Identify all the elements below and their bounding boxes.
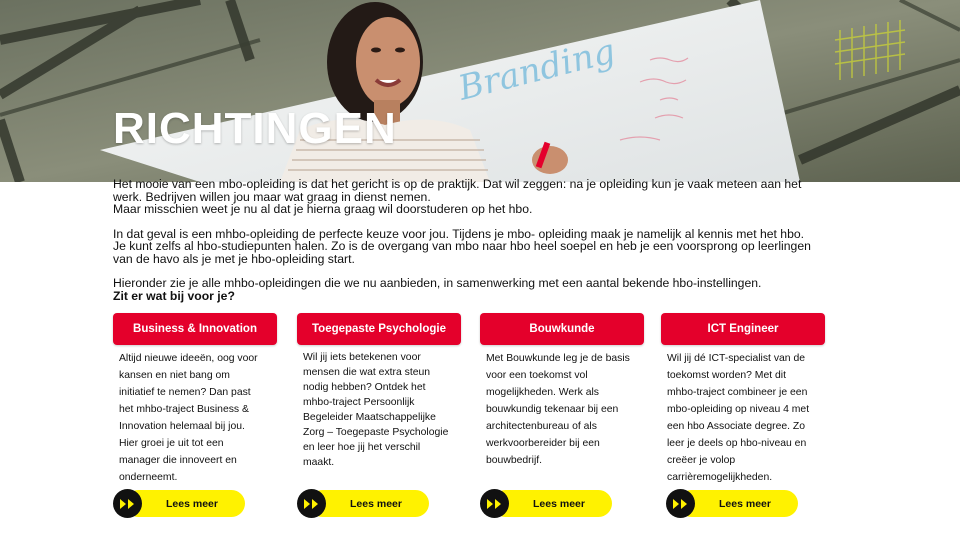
description-line: Innovation helemaal bij jou. [119,421,245,432]
description-line: toekomst worden? Met dit [667,370,786,381]
intro-text [113,178,813,314]
description-line: mhbo-traject Persoonlijk [303,397,415,408]
course-card-title[interactable]: Toegepaste Psychologie [297,313,461,345]
description-line: Met Bouwkunde leg je de basis [486,353,630,364]
description-line: carrièremogelijkheden. [667,472,773,483]
whiteboard-text: Branding [454,31,620,109]
description-line: kansen en niet bang om [119,370,230,381]
description-line: Wil jij iets betekenen voor [303,352,421,363]
description-line: architectenbureau of als [486,421,597,432]
intro-paragraph-2 [113,228,813,266]
description-line: mhbo-traject combineer je een [667,387,808,398]
description-line: Begeleider Maatschappelijke [303,412,436,423]
intro-line: Het mooie van een mbo-opleiding is dat het gericht is op de praktijk. Dat wil zeggen: na je opleiding kun je vaak meteen aan het [113,177,802,191]
course-card-title[interactable]: ICT Engineer [661,313,825,345]
lees-meer-label[interactable]: Lees meer [492,490,612,517]
course-card-bouwkunde [480,313,644,469]
course-card-ict-engineer [661,313,825,486]
lees-meer-label[interactable]: Lees meer [125,490,245,517]
description-line: maakt. [303,457,335,468]
description-line: voor een toekomst vol [486,370,588,381]
hero-banner [0,0,960,182]
double-chevron-right-icon[interactable] [297,489,326,518]
description-line: bouwbedrijf. [486,455,543,466]
description-line: mbo-opleiding op niveau 4 met [667,404,810,415]
lees-meer-label[interactable]: Lees meer [678,490,798,517]
double-chevron-right-icon[interactable] [480,489,509,518]
course-card-title[interactable]: Business & Innovation [113,313,277,345]
description-line: Hier groei je uit tot een [119,438,224,449]
course-card-description [113,350,277,486]
description-line: nodig hebben? Ontdek het [303,382,426,393]
description-line: werkvoorbereider bij een [486,438,600,449]
course-card-toegepaste-psychologie [297,313,461,470]
intro-line: In dat geval is een mhbo-opleiding de perfecte keuze voor jou. Tijdens je mbo- opleiding maak je namelijk al kennis met het hbo. [113,226,805,241]
course-card-title[interactable]: Bouwkunde [480,313,644,345]
intro-question: Zit er wat bij voor je? [113,288,235,303]
description-line: mogelijkheden. Werk als [486,387,600,398]
lees-meer-label[interactable]: Lees meer [309,490,429,517]
course-card-description [480,350,644,469]
double-chevron-right-icon[interactable] [113,489,142,518]
lees-meer-button-bouwkunde[interactable] [480,490,612,517]
description-line: manager die innoveert en [119,455,237,466]
intro-line: Je kunt zelfs al hbo-studiepunten halen. Zo is de overgang van mbo naar hbo heel soepel en heb je een voorsprong op leerlingen [113,239,811,253]
description-line: Wil jij dé ICT-specialist van de [667,353,806,364]
hero-photo [0,0,960,182]
description-line: bouwkundig tekenaar bij een [486,404,619,415]
intro-paragraph-3 [113,277,813,302]
description-line: onderneemt. [119,472,178,483]
description-line: en leer hoe jij het verschil [303,442,421,453]
description-line: Altijd nieuwe ideeën, oog voor [119,353,258,364]
course-card-description [297,350,461,470]
description-line: mensen die wat extra steun [303,367,431,378]
description-line: het mhbo-traject Business & [119,404,249,415]
course-card-description [661,350,825,486]
description-line: Zorg – Toegepaste Psychologie [303,427,449,438]
lees-meer-button-toegepaste-psychologie[interactable] [297,490,429,517]
description-line: initiatief te nemen? Dan past [119,387,251,398]
description-line: leer je deels op hbo-niveau en [667,438,807,449]
intro-line: Maar misschien weet je nu al dat je hierna graag wil doorstuderen op het hbo. [113,202,533,216]
intro-line: werk. Bedrijven willen jou maar wat graag in dienst nemen. [113,189,431,204]
intro-line: van de havo als je met je hbo-opleiding start. [113,251,355,266]
lees-meer-button-business-innovation[interactable] [113,490,245,517]
description-line: creëer je volop [667,455,736,466]
description-line: een hbo Associate degree. Zo [667,421,806,432]
page-title: RICHTINGEN [113,104,397,153]
lees-meer-button-ict-engineer[interactable] [666,490,798,517]
intro-line: Hieronder zie je alle mhbo-opleidingen die we nu aanbieden, in samenwerking met een aantal bekende hbo-instellingen. [113,276,762,290]
double-chevron-right-icon[interactable] [666,489,695,518]
intro-paragraph-1 [113,178,813,216]
course-card-business-innovation [113,313,277,486]
